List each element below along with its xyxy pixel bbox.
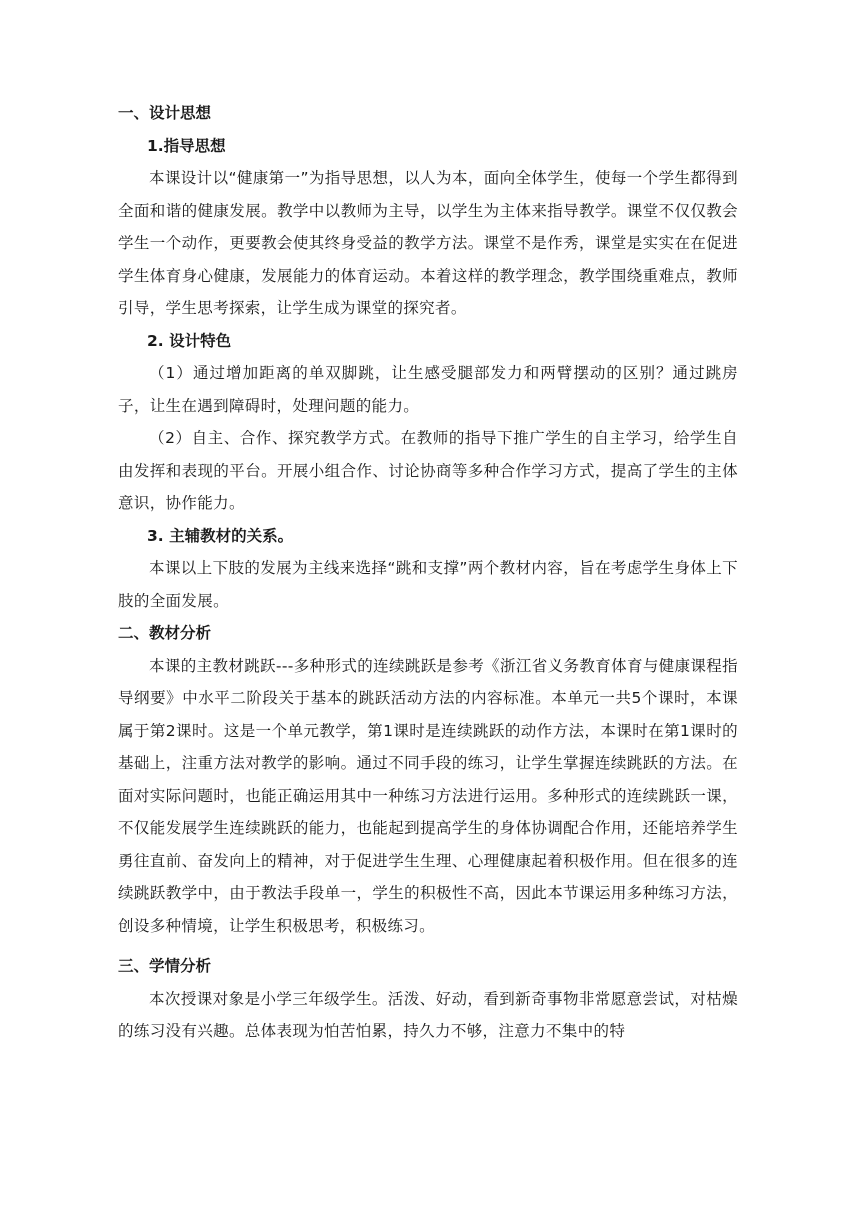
subsection-1-heading: 1.指导思想 <box>147 136 226 155</box>
subsection-2-paragraph-1: （1）通过增加距离的单双脚跳，让生感受腿部发力和两臂摆动的区别？通过跳房子，让生在遇到障碍时，处理问题的能力。 <box>118 364 738 415</box>
subsection-2-paragraph-2: （2）自主、合作、探究教学方式。在教师的指导下推广学生的自主学习，给学生自由发挥和表现的平台。开展小组合作、讨论协商等多种合作学习方式，提高了学生的主体意识，协作能力。 <box>118 429 738 512</box>
section-2-heading: 二、教材分析 <box>118 624 212 642</box>
section-spacer <box>118 942 738 950</box>
section-2-paragraph: 本课的主教材跳跃---多种形式的连续跳跃是参考《浙江省义务教育体育与健康课程指导纲要》中水平二阶段关于基本的跳跃活动方法的内容标准。本单元一共5个课时，本课属于第2课时。这是一个单元教学，第1课时是连续跳跃的动作方法，本课时在第1课时的基础上，注重方法对教学的影响。通过不同手段的练习，让学生掌握连续跳跃的方法。在面对实际问题时，也能正确运用其中一种练习方法进行运用。多种形式的连续跳跃一课，不仅能发展学生连续跳跃的能力，也能起到提高学生的身体协调配合作用，还能培养学生勇往直前、奋发向上的精神，对于促进学生生理、心理健康起着积极作用。但在很多的连续跳跃教学中，由于教法手段单一，学生的积极性不高，因此本节课运用多种练习方法，创设多种情境，让学生积极思考，积极练习。 <box>118 656 738 935</box>
subsection-3-paragraph: 本课以上下肢的发展为主线来选择“跳和支撑”两个教材内容，旨在考虑学生身体上下肢的全面发展。 <box>118 559 738 610</box>
section-3-heading: 三、学情分析 <box>118 957 212 975</box>
subsection-1-paragraph: 本课设计以“健康第一”为指导思想，以人为本，面向全体学生，使每一个学生都得到全面和谐的健康发展。教学中以教师为主导，以学生为主体来指导教学。课堂不仅仅教会学生一个动作，更要教会使其终身受益的教学方法。课堂不是作秀，课堂是实实在在促进学生体育身心健康，发展能力的体育运动。本着这样的教学理念，教学围绕重难点，教师引导，学生思考探索，让学生成为课堂的探究者。 <box>118 169 738 317</box>
section-3-paragraph: 本次授课对象是小学三年级学生。活泼、好动，看到新奇事物非常愿意尝试，对枯燥的练习没有兴趣。总体表现为怕苦怕累，持久力不够，注意力不集中的特 <box>118 989 738 1040</box>
section-1-heading: 一、设计思想 <box>118 104 212 122</box>
document-page <box>118 97 738 1048</box>
subsection-3-heading: 3. 主辅教材的关系。 <box>147 526 294 545</box>
subsection-2-heading: 2. 设计特色 <box>147 331 232 350</box>
